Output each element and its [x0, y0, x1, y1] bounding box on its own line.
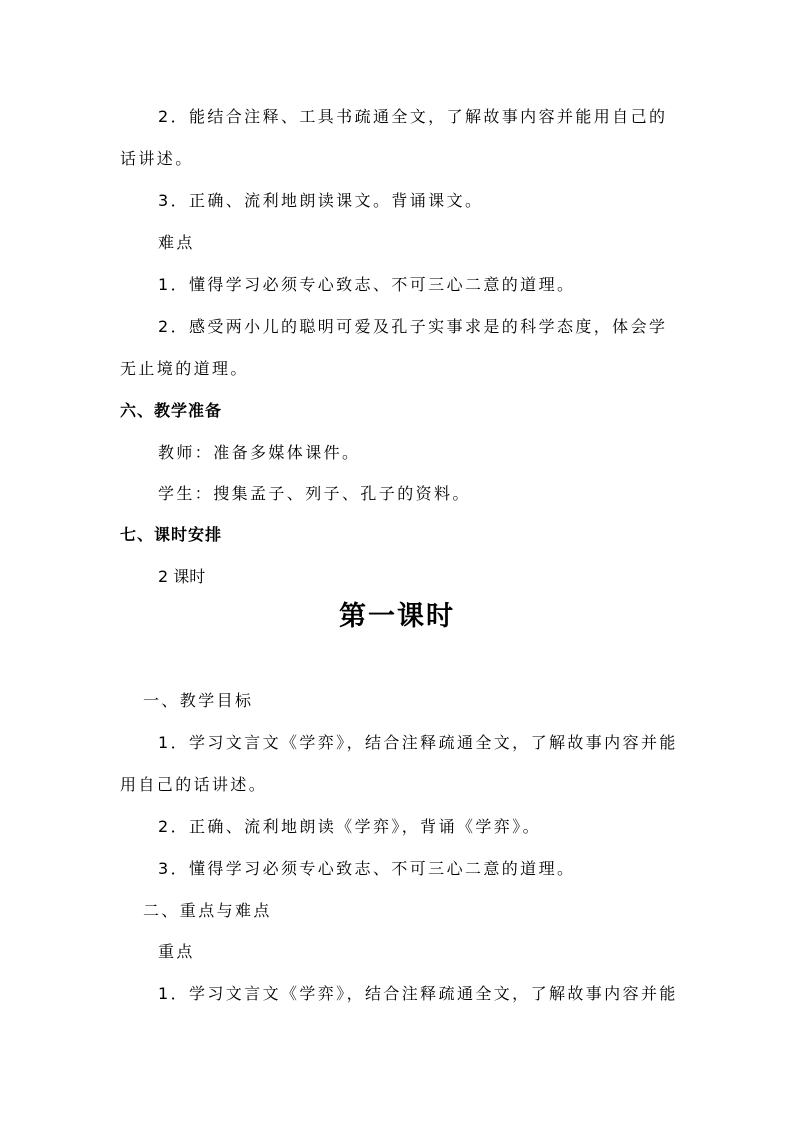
- key-points-heading: 二、重点与难点: [143, 901, 272, 920]
- section-heading-preparation: 六、教学准备: [120, 401, 223, 420]
- section-heading-schedule: 七、课时安排: [120, 525, 223, 544]
- difficulties-label: 难点: [158, 233, 195, 252]
- lesson-goal-1-line-1: 1．学习文言文《学弈》，结合注释疏通全文，了解故事内容并能: [158, 733, 678, 752]
- difficulty-item-2-line-1: 2．感受两小儿的聪明可爱及孔子实事求是的科学态度，体会学: [158, 317, 668, 336]
- objective-item-3: 3．正确、流利地朗读课文。背诵课文。: [158, 191, 484, 210]
- objective-item-2-line-1: 2．能结合注释、工具书疏通全文，了解故事内容并能用自己的: [158, 107, 668, 126]
- lesson-goal-1-line-2: 用自己的话讲述。: [120, 775, 268, 794]
- objective-item-2-line-2: 话讲述。: [120, 149, 194, 168]
- difficulty-item-1: 1．懂得学习必须专心致志、不可三心二意的道理。: [158, 275, 576, 294]
- key-points-label: 重点: [158, 942, 195, 961]
- lesson-goal-2: 2．正确、流利地朗读《学弈》，背诵《学弈》。: [158, 817, 541, 836]
- lesson-title: 第一课时: [339, 601, 455, 632]
- lesson-goals-heading: 一、教学目标: [143, 691, 254, 710]
- difficulty-item-2-line-2: 无止境的道理。: [120, 359, 249, 378]
- preparation-teacher: 教师：准备多媒体课件。: [158, 443, 361, 462]
- lesson-goal-3: 3．懂得学习必须专心致志、不可三心二意的道理。: [158, 859, 576, 878]
- key-point-1-line-1: 1．学习文言文《学弈》，结合注释疏通全文，了解故事内容并能: [158, 984, 678, 1003]
- preparation-student: 学生：搜集孟子、列子、孔子的资料。: [158, 484, 471, 503]
- schedule-value: 2 课时: [158, 567, 206, 586]
